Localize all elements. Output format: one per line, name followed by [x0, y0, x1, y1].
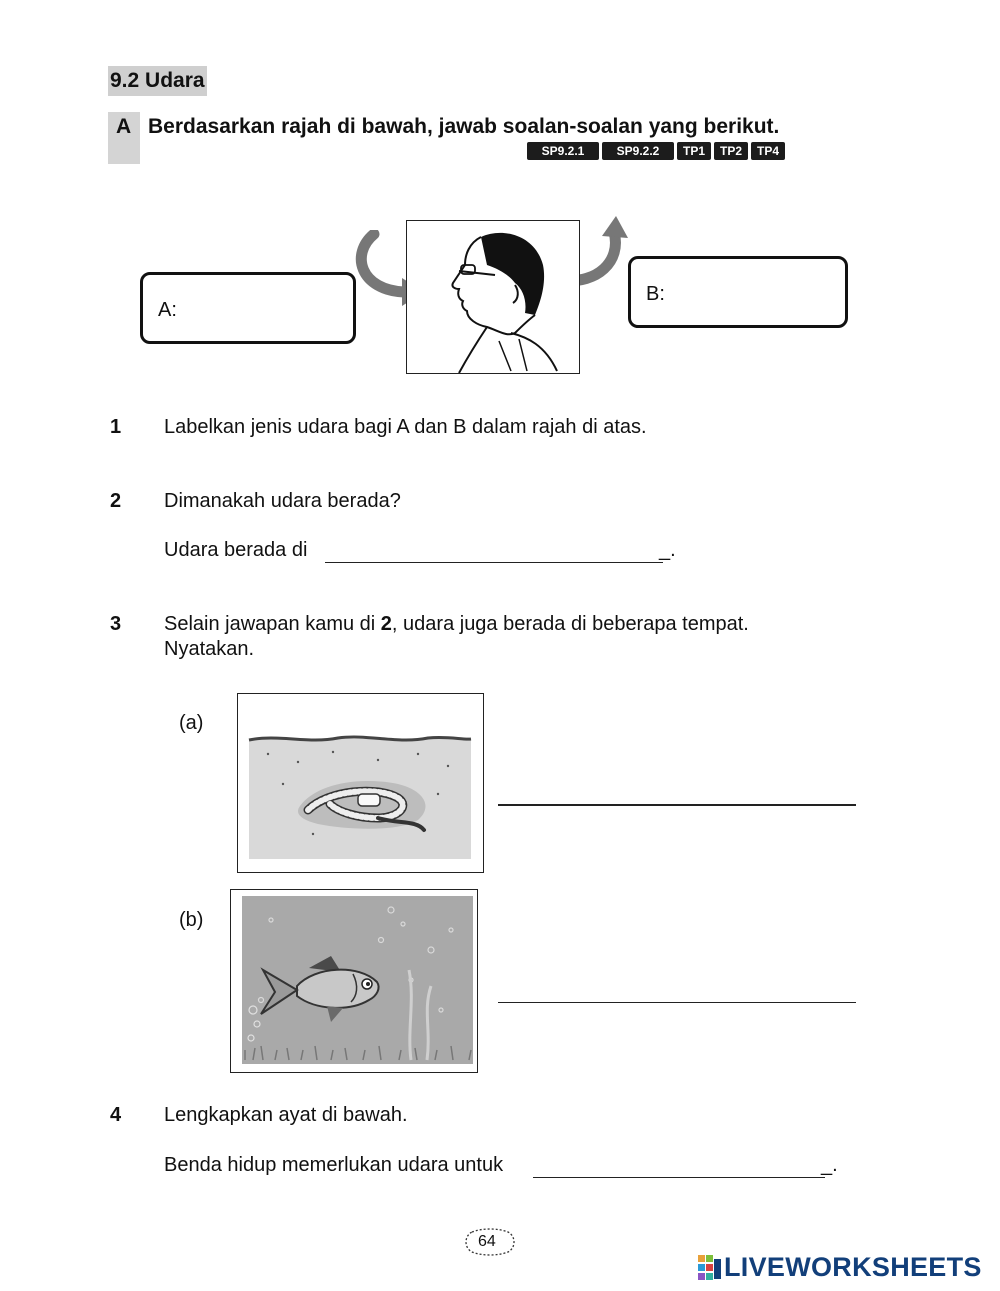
question-1-number: 1 [110, 416, 122, 438]
page-title: 9.2 Udara [108, 66, 207, 96]
label-b: B: [646, 283, 665, 305]
question-1-text: Labelkan jenis udara bagi A dan B dalam rajah di atas. [164, 416, 647, 438]
tag-sp921: SP9.2.1 [527, 142, 599, 160]
tag-tp2: TP2 [714, 142, 748, 160]
tag-tp1: TP1 [677, 142, 711, 160]
earthworm-in-soil-image [237, 693, 484, 873]
question-3b-answer-line[interactable] [498, 988, 856, 1003]
question-3-line2: Nyatakan. [164, 638, 255, 660]
answer-box-a[interactable] [140, 272, 356, 344]
brand-name: LIVEWORKSHEETS [724, 1252, 982, 1282]
question-4-prompt: Benda hidup memerlukan udara untuk [164, 1154, 504, 1176]
question-2-number: 2 [110, 490, 122, 512]
page-number: 64 [478, 1233, 496, 1250]
section-instruction: Berdasarkan rajah di bawah, jawab soalan-soalan yang berikut. [148, 115, 780, 138]
standard-tags [527, 142, 785, 160]
liveworksheets-logo-icon [698, 1255, 722, 1281]
question-4-text: Lengkapkan ayat di bawah. [164, 1104, 408, 1126]
question-4-end: _. [821, 1154, 838, 1176]
question-2-prompt: Udara berada di [164, 539, 308, 561]
liveworksheets-logo[interactable] [698, 1252, 982, 1283]
tag-sp922: SP9.2.2 [602, 142, 674, 160]
earthworm-icon [238, 694, 483, 872]
tag-tp4: TP4 [751, 142, 785, 160]
fish-in-water-image [230, 889, 478, 1073]
fish-icon [231, 890, 477, 1072]
answer-box-b[interactable] [628, 256, 848, 328]
question-3b-label: (b) [179, 909, 204, 931]
section-letter: A [116, 115, 132, 138]
question-3a-label: (a) [179, 712, 204, 734]
person-breathing-image [406, 220, 580, 374]
man-profile-icon [407, 221, 579, 373]
question-4-number: 4 [110, 1104, 122, 1126]
question-4-answer-line[interactable] [533, 1153, 825, 1178]
question-3-text: Selain jawapan kamu di 2, udara juga berada di beberapa tempat. [164, 613, 749, 635]
question-3-number: 3 [110, 613, 122, 635]
question-3a-answer-line[interactable] [498, 790, 856, 806]
question-2-answer-line[interactable] [325, 538, 663, 563]
label-a: A: [158, 299, 177, 321]
question-2-text: Dimanakah udara berada? [164, 490, 401, 512]
question-2-end: _. [659, 539, 676, 561]
